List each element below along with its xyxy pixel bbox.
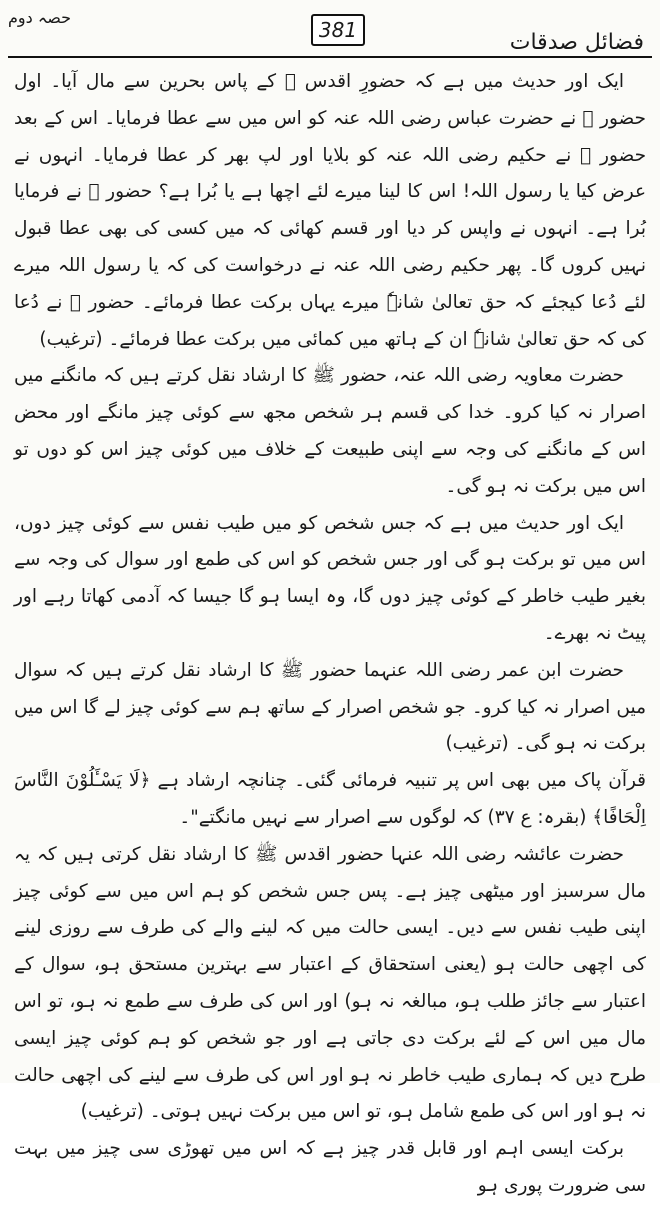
paragraph-aisha-hadith: حضرت عائشہ رضی اللہ عنہا حضور اقدس ﷺ کا ارشاد نقل کرتی ہیں کہ یہ مال سرسبز اور میٹھی چیز ہے۔ پس جس شخص کو ہم اس میں سے کوئی چیز اپنی طیب نفس سے دیں۔ ایسی حالت میں کہ لینے والے کی طرف سے روزی لینے کی اچھی حالت ہو (یعنی استحقاق کے اعتبار سے بہترین مستحق ہو، سوال کے اعتبار سے جائز طلب ہو، مبالغہ نہ ہو) اور اس کی طرف سے طمع نہ ہو، تو اس مال میں اس کے لئے برکت دی جاتی ہے اور جو شخص کو ہم کوئی چیز ایسی طرح دیں کہ ہماری طیب خاطر نہ ہو اور اس کی طرف سے لینے کی اچھی حالت نہ ہو اور اس کی طمع شامل ہو، تو اس میں برکت نہیں ہوتی۔ (ترغیب) (14, 843, 646, 1123)
page-header (0, 0, 660, 56)
paragraph-quran-reference (14, 763, 646, 837)
paragraph-bahrain-hadith: ایک اور حدیث میں ہے کہ حضورِ اقدس ﷺ کے پاس بحرین سے مال آیا۔ اول حضور ﷺ نے حضرت عباس رضی اللہ عنہ کو اس میں سے عطا فرمایا۔ اس کے بعد حضور ﷺ نے حکیم رضی اللہ عنہ کو بلایا اور لپ بھر کر عطا فرمایا۔ انہوں نے عرض کیا یا رسول اللہ! اس کا لینا میرے لئے اچھا ہے یا بُرا ہے؟ حضور ﷺ نے فرمایا بُرا ہے۔ انہوں نے واپس کر دیا اور قسم کھائی کہ میں کسی کی بھی عطا قبول نہیں کروں گا۔ پھر حکیم رضی اللہ عنہ نے درخواست کی کہ یا رسول اللہ میرے لئے دُعا کیجئے کہ حق تعالیٰ شانہٗ میرے یہاں برکت عطا فرمائے۔ حضور ﷺ نے دُعا کی کہ حق تعالیٰ شانہٗ ان کے ہاتھ میں کمائی میں برکت عطا فرمائے۔ (ترغیب) (14, 71, 646, 350)
paragraph-ibn-umar-hadith: حضرت ابن عمر رضی اللہ عنہما حضور ﷺ کا ارشاد نقل کرتے ہیں کہ سوال میں اصرار نہ کیا کرو۔ جو شخص اصرار کے ساتھ ہم سے کوئی چیز لے گا اس میں برکت نہ ہو گی۔ (ترغیب) (14, 659, 646, 755)
quran-ayah-text: لَا يَسْـَٔلُوْنَ النَّاسَ اِلْحَافًا (14, 770, 646, 828)
paragraph-muawiya-hadith: حضرت معاویہ رضی اللہ عنہ، حضور ﷺ کا ارشاد نقل کرتے ہیں کہ مانگنے میں اصرار نہ کیا کرو۔ خدا کی قسم ہر شخص مجھ سے کوئی چیز مانگے اور محض اس کے مانگنے کی وجہ سے اپنی طبیعت کے خلاف میں کوئی چیز اس کو دوں تو اس میں برکت نہ ہو گی۔ (14, 365, 646, 497)
paragraph-barakah-closing: برکت ایسی اہم اور قابل قدر چیز ہے کہ اس میں تھوڑی سی چیز میں بہت سی ضرورت پوری ہو (14, 1138, 646, 1196)
header-divider (8, 56, 652, 58)
paragraph-another-hadith: ایک اور حدیث میں ہے کہ جس شخص کو میں طیب نفس سے کوئی چیز دوں، اس میں تو برکت ہو گی اور جس شخص کو اس کی طمع اور سوال کی وجہ سے بغیر طیب خاطر کے کوئی چیز دوں گا، وہ ایسا ہو گا جیسا کہ آدمی کھاتا رہے اور پیٹ نہ بھرے۔ (14, 512, 646, 644)
quran-intro-text: قرآن پاک میں بھی اس پر تنبیہ فرمائی گئی۔ چنانچہ ارشاد ہے ﴿ (139, 770, 647, 792)
section-label: حصہ دوم (8, 8, 71, 27)
page-body (14, 64, 647, 1196)
quran-reference-text: ﴾ (بقرہ: ع ۳۷) کہ لوگوں سے اصرار سے نہیں مانگتے"۔ (179, 806, 604, 828)
page-number: 381 (311, 14, 365, 46)
book-title: فضائل صدقات (509, 30, 644, 55)
